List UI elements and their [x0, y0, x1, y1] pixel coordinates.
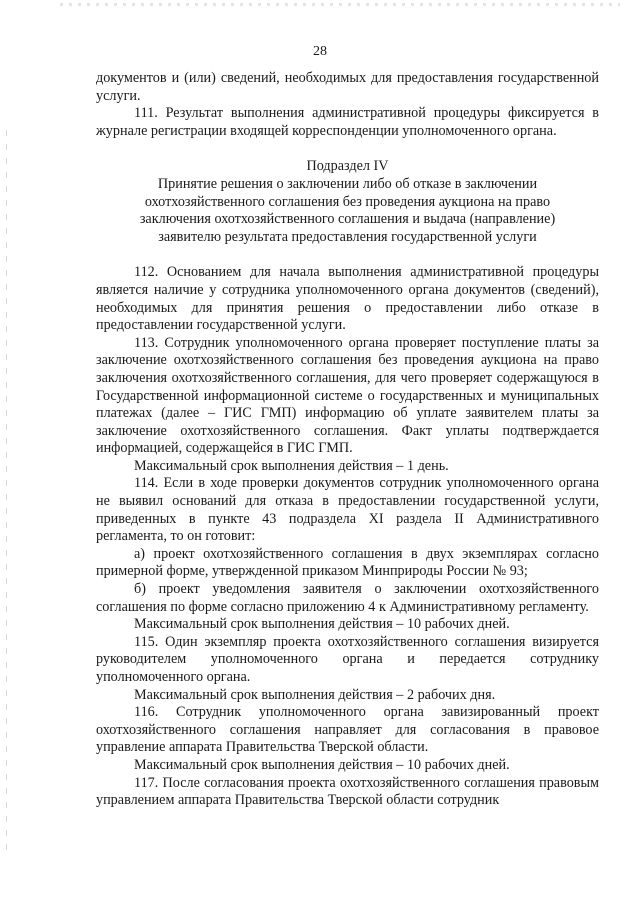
paragraph-116: 116. Сотрудник уполномоченного органа завизированный проект охотхозяйственного соглашения направляет для согласования в правовое управление аппарата Правительства Тверской области. — [96, 704, 599, 756]
subsection-label: Подраздел IV — [306, 158, 389, 175]
subsection-title-line: заключения охотхозяйственного соглашения и выдача (направление) — [139, 211, 556, 228]
scan-artifact-top — [60, 3, 620, 6]
page-number: 28 — [313, 44, 327, 59]
paragraph-114: 114. Если в ходе проверки документов сотрудник уполномоченного органа не выявил оснований для отказа в предоставлении государственной услуги, приведенных в пункте 43 подраздела XI раздела II Административного регламента, то он готовит: — [96, 475, 599, 545]
paragraph-continuation: документов и (или) сведений, необходимых для предоставления государственной услуги. — [96, 70, 599, 104]
term-10-days: Максимальный срок выполнения действия – 10 рабочих дней. — [134, 616, 510, 633]
subsection-title-line: заявителю результата предоставления государственной услуги — [158, 228, 537, 245]
paragraph-111: 111. Результат выполнения административной процедуры фиксируется в журнале регистрации входящей корреспонденции уполномоченного органа. — [96, 105, 599, 139]
paragraph-117: 117. После согласования проекта охотхозяйственного соглашения правовым управлением аппарата Правительства Тверской области сотрудник — [96, 774, 599, 809]
term-10-days: Максимальный срок выполнения действия – 10 рабочих дней. — [134, 756, 510, 773]
paragraph-112: 112. Основанием для начала выполнения административной процедуры является наличие у сотрудника уполномоченного органа документов (сведений), необходимых для принятия решения о предоставлении либо отказе в предоставлении государственной услуги. — [96, 264, 599, 334]
subsection-title-line: Принятие решения о заключении либо об отказе в заключении — [157, 175, 538, 192]
term-2-days: Максимальный срок выполнения действия – 2 рабочих дня. — [134, 686, 496, 703]
scan-artifact-left — [6, 130, 7, 850]
term-1-day: Максимальный срок выполнения действия – 1 день. — [134, 457, 449, 474]
paragraph-114-b: б) проект уведомления заявителя о заключении охотхозяйственного соглашения по форме согласно приложению 4 к Административному регламенту. — [96, 581, 599, 615]
paragraph-115: 115. Один экземпляр проекта охотхозяйственного соглашения визируется руководителем уполномоченного органа и передается сотруднику уполномоченного органа. — [96, 633, 599, 685]
paragraph-113: 113. Сотрудник уполномоченного органа проверяет поступление платы за заключение охотхозяйственного соглашения без проведения аукциона на право заключения охотхозяйственного соглашения, для чего проверяет содержащуюся в Государственной информационной системе о государственных и муниципальных платежах (далее – ГИС ГМП) информацию об уплате заявителем платы за заключение охотхозяйственного соглашения. Факт уплаты подтверждается информацией, содержащейся в ГИС ГМП. — [96, 334, 599, 457]
subsection-title-line: охотхозяйственного соглашения без проведения аукциона на право — [144, 193, 551, 210]
subsection-heading — [96, 158, 599, 246]
document-body — [96, 70, 599, 810]
paragraph-114-a: а) проект охотхозяйственного соглашения в двух экземплярах согласно примерной форме, утвержденной приказом Минприроды России № 93; — [96, 545, 599, 580]
